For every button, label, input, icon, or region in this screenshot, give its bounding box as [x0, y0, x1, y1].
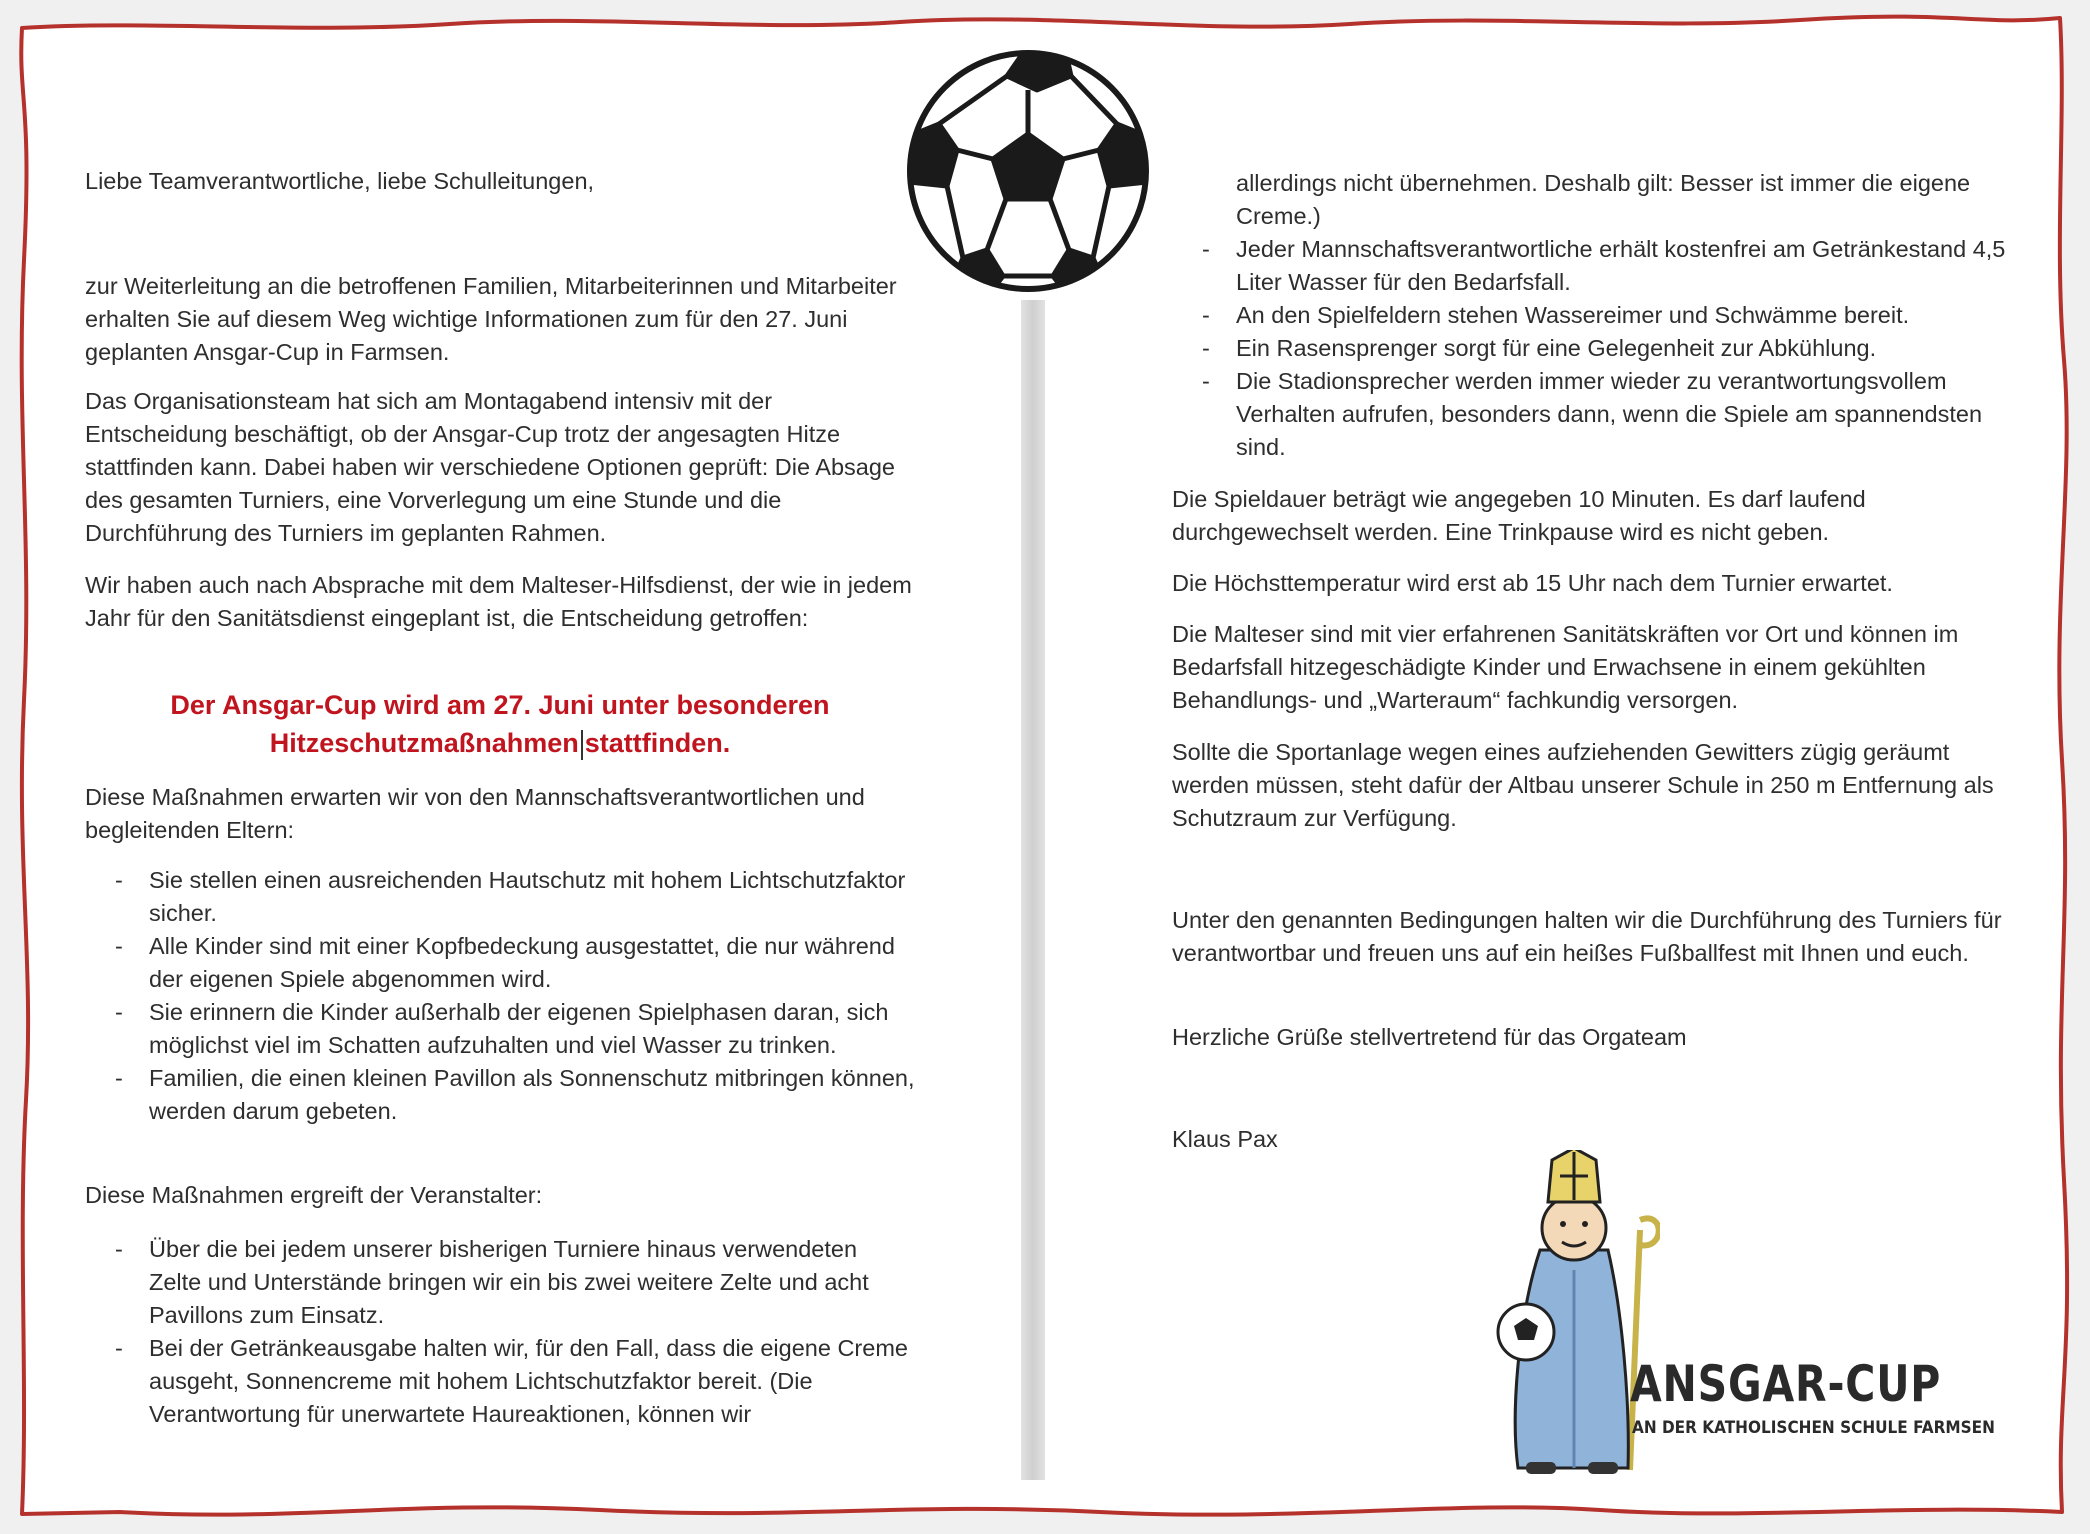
list-item: - Ein Rasensprenger sorgt für eine Gelegenheit zur Abkühlung. — [1172, 332, 2012, 365]
organizer-measures-list — [85, 1233, 915, 1431]
soccer-ball-icon — [903, 46, 1153, 296]
announcement-line-2: Hitzeschutzmaßnahmen stattfinden. — [269, 728, 731, 758]
medical-service-paragraph: Die Malteser sind mit vier erfahrenen Sanitätskräften vor Ort und können im Bedarfsfall hitzegeschädigte Kinder und Erwachsene in einem gekühlten Behandlungs- und „Warteraum“ fachkundig versorgen. — [1172, 621, 1959, 713]
logo-subtitle: AN DER KATHOLISCHEN SCHULE FARMSEN — [1632, 1418, 1995, 1438]
column-divider — [1021, 300, 1045, 1480]
decision-announcement — [85, 686, 915, 762]
closing-greeting: Herzliche Grüße stellvertretend für das Orgateam — [1172, 1024, 1687, 1050]
list-item: - Alle Kinder sind mit einer Kopfbedeckung ausgestattet, die nur während der eigenen Spiele abgenommen wird. — [85, 930, 915, 996]
measures-organizer-intro: Diese Maßnahmen ergreift der Veranstalter: — [85, 1182, 543, 1208]
list-item: allerdings nicht übernehmen. Deshalb gilt: Besser ist immer die eigene Creme.) — [1236, 170, 1971, 229]
match-duration-paragraph: Die Spieldauer beträgt wie angegeben 10 Minuten. Es darf laufend durchgewechselt werden. Eine Trinkpause wird es nicht geben. — [1172, 486, 1866, 545]
logo-title: ANSGAR-CUP — [1630, 1355, 1942, 1413]
parents-measures-list — [85, 864, 915, 1128]
organizer-measures-list-continued — [1172, 167, 2012, 464]
signature: Klaus Pax — [1172, 1126, 1278, 1152]
list-item: - Familien, die einen kleinen Pavillon als Sonnenschutz mitbringen können, werden darum gebeten. — [85, 1062, 915, 1128]
text-cursor — [581, 730, 583, 760]
list-item: - An den Spielfeldern stehen Wassereimer und Schwämme bereit. — [1172, 299, 2012, 332]
announcement-line-1: Der Ansgar-Cup wird am 27. Juni unter besonderen — [170, 690, 830, 720]
list-item: - Über die bei jedem unserer bisherigen Turniere hinaus verwendeten Zelte und Unterstände bringen wir ein bis zwei weitere Zelte und acht Pavillons zum Einsatz. — [85, 1233, 915, 1332]
list-item: - Jeder Mannschaftsverantwortliche erhält kostenfrei am Getränkestand 4,5 Liter Wasser für den Bedarfsfall. — [1172, 233, 2012, 299]
malteser-paragraph: Wir haben auch nach Absprache mit dem Malteser-Hilfsdienst, der wie in jedem Jahr für den Sanitätsdienst eingeplant ist, die Entscheidung getroffen: — [85, 572, 912, 631]
decision-process-paragraph: Das Organisationsteam hat sich am Montagabend intensiv mit der Entscheidung beschäftigt, ob der Ansgar-Cup trotz der angesagten Hitze stattfinden kann. Dabei haben wir verschiedene Optionen geprüft: Die Absage des gesamten Turniers, eine Vorverlegung um eine Stunde und die Durchführung des Turniers im geplanten Rahmen. — [85, 388, 895, 546]
list-item: - Sie stellen einen ausreichenden Hautschutz mit hohem Lichtschutzfaktor sicher. — [85, 864, 915, 930]
thunderstorm-paragraph: Sollte die Sportanlage wegen eines aufziehenden Gewitters zügig geräumt werden müssen, steht dafür der Altbau unserer Schule in 250 m Entfernung als Schutzraum zur Verfügung. — [1172, 739, 1994, 831]
intro-paragraph: zur Weiterleitung an die betroffenen Familien, Mitarbeiterinnen und Mitarbeiter erhalten Sie auf diesem Weg wichtige Informationen zum für den 27. Juni geplanten Ansgar-Cup in Farmsen. — [85, 273, 897, 365]
greeting: Liebe Teamverantwortliche, liebe Schulleitungen, — [85, 168, 595, 194]
list-item: - Sie erinnern die Kinder außerhalb der eigenen Spielphasen daran, sich möglichst viel im Schatten aufzuhalten und viel Wasser zu trinken. — [85, 996, 915, 1062]
temperature-paragraph: Die Höchsttemperatur wird erst ab 15 Uhr nach dem Turnier erwartet. — [1172, 570, 1893, 596]
list-item: - Bei der Getränkeausgabe halten wir, für den Fall, dass die eigene Creme ausgeht, Sonnencreme mit hohem Lichtschutzfaktor bereit. (Die Verantwortung für unerwartete Haureaktionen, können wir — [85, 1332, 915, 1431]
list-item: - Die Stadionsprecher werden immer wieder zu verantwortungsvollem Verhalten aufrufen, besonders dann, wenn die Spiele am spannendsten sind. — [1172, 365, 2012, 464]
measures-parents-intro: Diese Maßnahmen erwarten wir von den Mannschaftsverantwortlichen und begleitenden Eltern: — [85, 784, 865, 843]
conclusion-paragraph: Unter den genannten Bedingungen halten wir die Durchführung des Turniers für verantwortbar und freuen uns auf ein heißes Fußballfest mit Ihnen und euch. — [1172, 907, 2002, 966]
